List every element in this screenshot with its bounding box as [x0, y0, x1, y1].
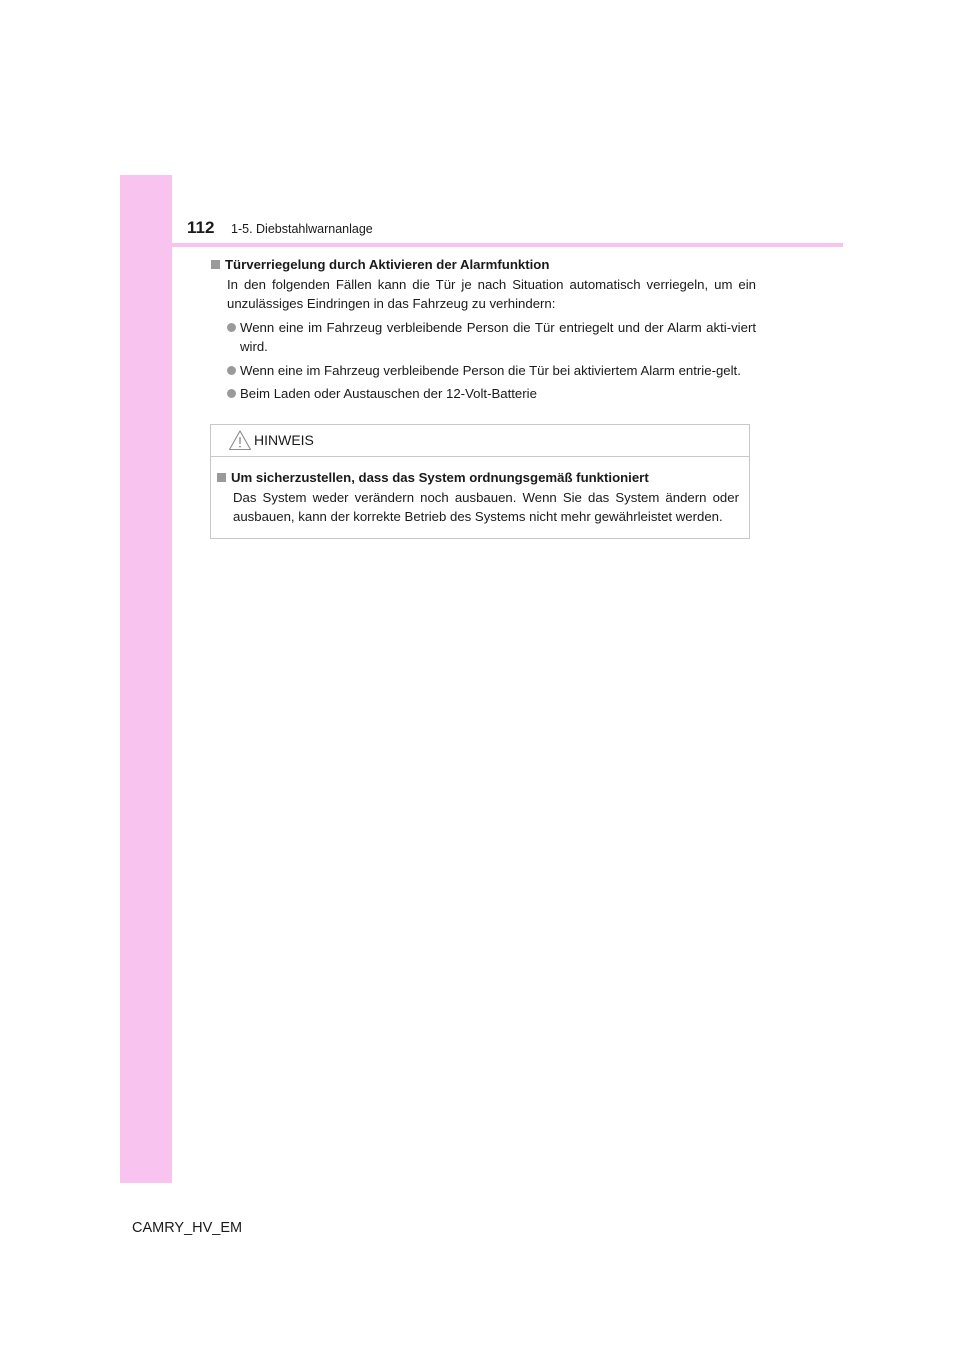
- round-bullet-icon: [227, 389, 236, 398]
- chapter-title: 1-5. Diebstahlwarnanlage: [231, 222, 373, 236]
- list-item-text: Wenn eine im Fahrzeug verbleibende Person die Tür bei aktiviertem Alarm entrie-gelt.: [240, 362, 741, 378]
- main-content: [211, 255, 756, 408]
- list-item-text: Wenn eine im Fahrzeug verbleibende Person die Tür entriegelt und der Alarm akti-viert wird.: [240, 319, 756, 354]
- notice-body: [211, 457, 749, 527]
- list-item: [227, 384, 756, 404]
- square-bullet-icon: [211, 260, 220, 269]
- warning-triangle-icon: [228, 429, 252, 451]
- bullet-list: [211, 318, 756, 404]
- round-bullet-icon: [227, 366, 236, 375]
- round-bullet-icon: [227, 323, 236, 332]
- section-heading-text: Türverriegelung durch Aktivieren der Alarmfunktion: [225, 257, 550, 272]
- side-color-band: [120, 175, 172, 1183]
- notice-heading-text: Um sicherzustellen, dass das System ordnungsgemäß funktioniert: [231, 470, 649, 485]
- notice-box: [210, 424, 750, 539]
- section-intro: In den folgenden Fällen kann die Tür je nach Situation automatisch verriegeln, um ein unzulässiges Eindringen in das Fahrzeug zu verhindern:: [227, 276, 756, 311]
- square-bullet-icon: [217, 473, 226, 482]
- notice-header: [211, 425, 749, 457]
- document-code: CAMRY_HV_EM: [132, 1220, 243, 1236]
- notice-text: Das System weder verändern noch ausbauen. Wenn Sie das System ändern oder ausbauen, kann der korrekte Betrieb des Systems nicht mehr gewährleistet werden.: [233, 489, 739, 524]
- notice-title: HINWEIS: [254, 432, 314, 448]
- header-rule: [120, 243, 843, 247]
- page-number: 112: [187, 218, 215, 237]
- notice-heading: [217, 468, 739, 488]
- list-item-text: Beim Laden oder Austauschen der 12-Volt-Batterie: [240, 386, 537, 401]
- list-item: [227, 318, 756, 357]
- list-item: [227, 361, 756, 381]
- section-heading: [211, 255, 756, 275]
